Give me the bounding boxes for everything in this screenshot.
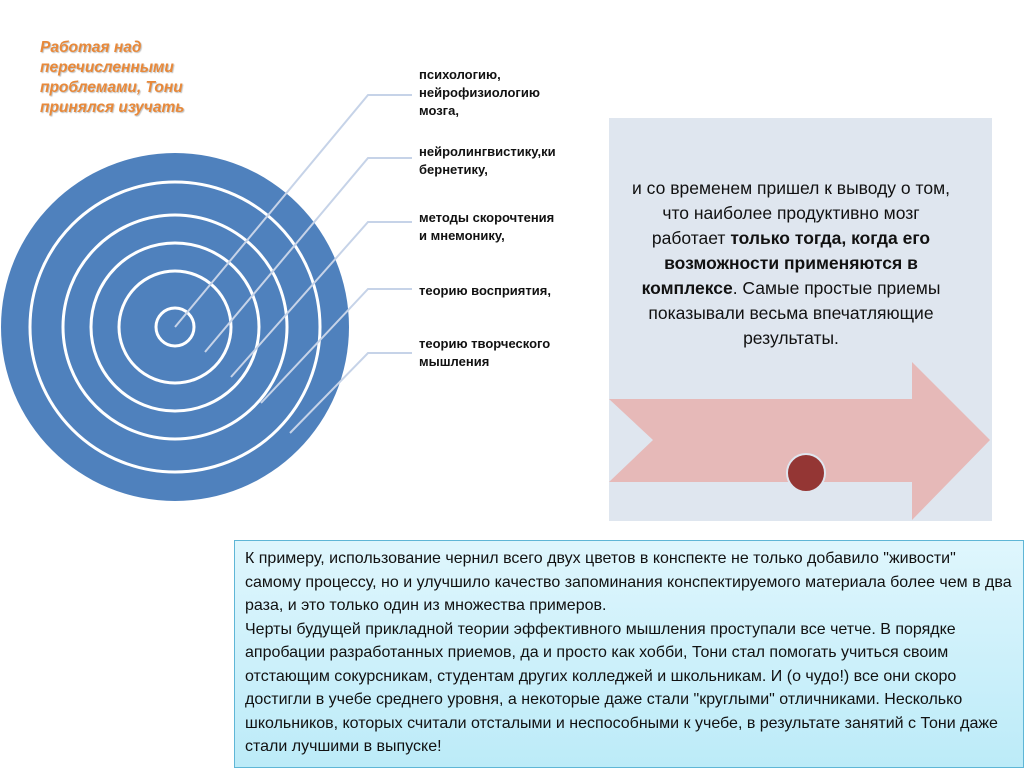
example-paragraph: К примеру, использование чернил всего двух цветов в конспекте не только добавило "живости" самому процессу, но и улучшило качество запоминания конспектируемого материала более чем в два раза, и это только один из множества примеров. bbox=[245, 550, 1012, 614]
conclusion-panel bbox=[609, 118, 992, 521]
topic-psychology: психологию, нейрофизиологию мозга, bbox=[419, 67, 540, 118]
conclusion-emphasis: только тогда, когда его возможности применяются в комплексе bbox=[641, 228, 931, 298]
topic-speed-reading: методы скорочтения и мнемонику, bbox=[419, 210, 555, 243]
arrow-dot bbox=[787, 454, 825, 492]
theory-paragraph: Черты будущей прикладной теории эффективного мышления проступали все четче. В порядке апробации разработанных приемов, да и просто как хобби, Тони стал помогать учиться своим отстающим сокурсникам, студентам других колледжей и школьникам. И (о чудо!) все они скоро достигли в учебе среднего уровня, а некоторые даже стали "круглыми" отличниками. Несколько школьников, которых считали отсталыми и неспособными к учебе, в результате занятий с Тони даже стали лучшими в выпуске! bbox=[245, 620, 998, 755]
conclusion-text bbox=[625, 176, 957, 351]
topic-creative-thinking: теорию творческого мышления bbox=[419, 336, 551, 369]
slide-title: Работая над перечисленными проблемами, Тони принялся изучать bbox=[40, 39, 185, 116]
topic-neurolinguistics: нейролингвистику,ки бернетику, bbox=[419, 144, 556, 177]
conclusion-outro: . Самые простые приемы показывали весьма впечатляющие результаты. bbox=[648, 278, 941, 348]
example-text-box bbox=[234, 540, 1024, 768]
conclusion-intro: и со временем пришел к выводу о том, что наиболее продуктивно мозг работает bbox=[632, 178, 950, 248]
chevron-arrow-body bbox=[609, 362, 990, 520]
topic-perception: теорию восприятия, bbox=[419, 283, 551, 298]
